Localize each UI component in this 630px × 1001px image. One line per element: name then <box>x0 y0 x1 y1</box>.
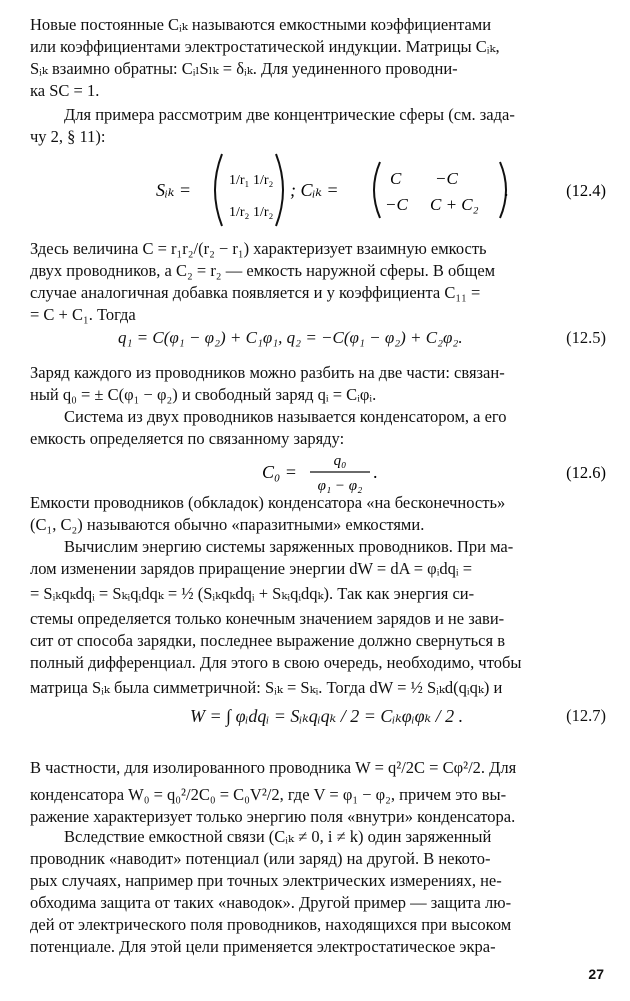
text-line: или коэффициентами электростатической индукции. Матрицы Cᵢₖ, <box>30 37 500 56</box>
paragraph-capacitor-definition <box>30 406 606 450</box>
paragraph-capacitive-coupling <box>30 826 606 958</box>
text-line: матрица Sᵢₖ была симметричной: Sᵢₖ = Sₖᵢ. Тогда dW = ½ Sᵢₖd(qᵢqₖ) и <box>30 678 503 697</box>
equation-12-5 <box>30 326 606 352</box>
text-line: Здесь величина C = r₁r₂/(r₂ − r₁) характеризует взаимную емкость <box>30 239 487 258</box>
text-line: случае аналогичная добавка появляется и у коэффициента C₁₁ = <box>30 283 481 302</box>
equation-body: q₁ = C(φ₁ − φ₂) + C₁φ₁, q₂ = −C(φ₁ − φ₂) + C₂φ₂. <box>118 328 463 347</box>
matrix-c-cell: C <box>390 169 402 188</box>
paragraph-capacitance-coefficients <box>30 14 606 102</box>
equation-12-6 <box>30 448 606 496</box>
text-line: ный q₀ = ± C(φ₁ − φ₂) и свободный заряд qᵢ = Cᵢφᵢ. <box>30 385 377 404</box>
matrix-c-cell: −C <box>435 169 458 188</box>
text-line: потенциале. Для этой цели применяется электростатическое экра- <box>30 937 496 956</box>
matrix-c-cell: C + C₂ <box>430 195 479 214</box>
matrix-s-cell: 1/r₂ <box>229 205 250 220</box>
text-line: емкость определяется по связанному заряду: <box>30 429 345 448</box>
matrix-s-cell: 1/r₁ <box>229 173 250 188</box>
text-line: конденсатора W₀ = q₀²/2C₀ = C₀V²/2, где V = φ₁ − φ₂, причем это вы- <box>30 785 507 804</box>
equation-12-7 <box>30 700 606 736</box>
text-line: обходима защита от таких «наводок». Другой пример — защита лю- <box>30 893 512 912</box>
paragraph-parasitic-capacitance <box>30 492 606 536</box>
text-line: Вследствие емкостной связи (Cᵢₖ ≠ 0, i ≠ k) один заряженный <box>64 827 492 846</box>
page-number: 27 <box>588 966 604 982</box>
lhs-c0-label: C₀ = <box>262 462 297 482</box>
matrix-s-cell: 1/r₂ <box>253 173 274 188</box>
left-paren <box>215 154 222 226</box>
text-line: двух проводников, а C₂ = r₂ — емкость наружной сферы. В общем <box>30 261 496 280</box>
equation-period: . <box>373 462 378 482</box>
text-line: В частности, для изолированного проводника W = q²/2C = Cφ²/2. Для <box>30 758 517 777</box>
text-line: Для примера рассмотрим две концентрические сферы (см. зада- <box>64 105 515 124</box>
paragraph-example-spheres <box>30 104 606 148</box>
equation-period: . <box>504 180 509 200</box>
paragraph-energy-derivation <box>30 536 606 702</box>
equation-number: (12.5) <box>566 328 606 347</box>
matrix-s-cell: 1/r₂ <box>253 205 274 220</box>
text-line: ражение характеризует только энергию поля «внутри» конденсатора. <box>30 807 516 826</box>
paragraph-mutual-capacitance <box>30 238 606 326</box>
paragraph-isolated-conductor <box>30 752 606 828</box>
text-line: Вычислим энергию системы заряженных проводников. При ма- <box>64 537 514 556</box>
matrix-equation-graphic <box>30 150 606 230</box>
fraction-numerator: q₀ <box>333 453 347 469</box>
equation-number: (12.6) <box>566 463 606 482</box>
right-paren <box>276 154 283 226</box>
fraction-denominator: φ₁ − φ₂ <box>317 478 363 494</box>
text-line: Новые постоянные Cᵢₖ называются емкостными коэффициентами <box>30 15 492 34</box>
text-line: = Sᵢₖqₖdqᵢ = Sₖᵢqᵢdqₖ = ½ (Sᵢₖqₖdqᵢ + Sₖᵢqᵢdqₖ). Так как энергия си- <box>30 584 475 603</box>
text-line: ка SC = 1. <box>30 81 100 100</box>
text-line: дей от электрического поля проводников, находящихся при высоком <box>30 915 512 934</box>
lhs-c-label: ; Cᵢₖ = <box>290 180 339 200</box>
text-line: полный дифференциал. Для этого в свою очередь, необходимо, чтобы <box>30 653 522 672</box>
text-line: чу 2, § 11): <box>30 127 106 146</box>
fraction-equation-graphic <box>30 448 606 496</box>
text-line: проводник «наводит» потенциал (или заряд) на другой. В некото- <box>30 849 491 868</box>
text-line: (C₁, C₂) называются обычно «паразитными» емкостями. <box>30 515 425 534</box>
text-line: = C + C₁. Тогда <box>30 305 136 324</box>
text-line: Емкости проводников (обкладок) конденсатора «на бесконечность» <box>30 493 506 512</box>
text-line: Система из двух проводников называется конденсатором, а его <box>64 407 507 426</box>
lhs-s-label: Sᵢₖ = <box>156 180 192 200</box>
equation-number: (12.7) <box>566 706 606 725</box>
equation-12-4 <box>30 150 606 230</box>
text-line: сит от способа зарядки, последнее выражение должно свернуться в <box>30 631 505 650</box>
equation-number: (12.4) <box>566 181 606 200</box>
text-line: Sᵢₖ взаимно обратны: CᵢₗSₗₖ = δᵢₖ. Для уединенного проводни- <box>30 59 458 78</box>
paragraph-charge-split <box>30 362 606 406</box>
text-line: Заряд каждого из проводников можно разбить на две части: связан- <box>30 363 505 382</box>
left-paren <box>374 162 380 218</box>
text-line: стемы определяется только конечным значением зарядов и не зави- <box>30 609 505 628</box>
text-line: рых случаях, например при точных электрических измерениях, не- <box>30 871 502 890</box>
equation-body: W = ∫ φᵢdqᵢ = Sᵢₖqᵢqₖ / 2 = Cᵢₖφᵢφₖ / 2 . <box>190 706 464 726</box>
text-line: лом изменении зарядов приращение энергии dW = dA = φᵢdqᵢ = <box>30 559 473 578</box>
matrix-c-cell: −C <box>385 195 408 214</box>
